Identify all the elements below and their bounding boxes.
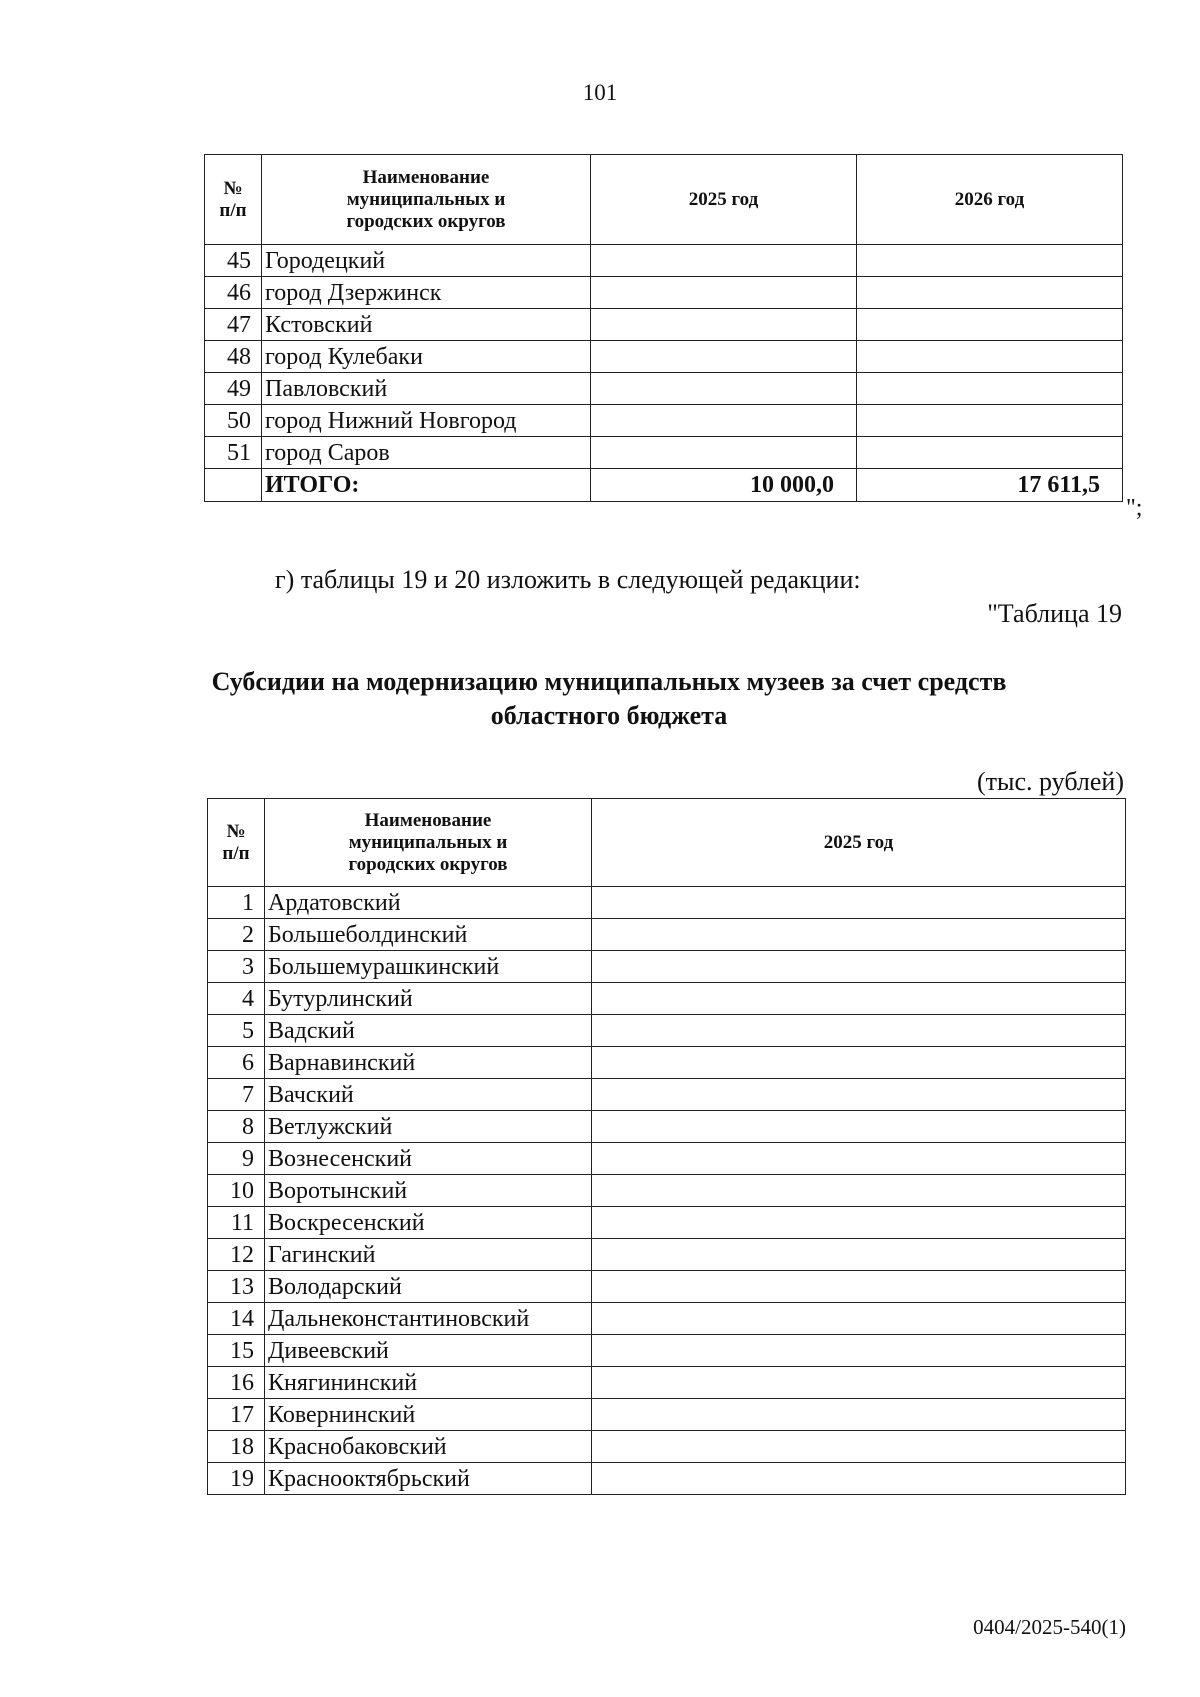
row-number: 7: [208, 1079, 265, 1111]
value-2025-cell: [591, 341, 857, 373]
municipality-name: Краснооктябрьский: [265, 1463, 592, 1495]
table-continuation: [204, 154, 1123, 502]
value-2025-cell: [592, 1143, 1126, 1175]
row-number: 12: [208, 1239, 265, 1271]
value-2025-cell: [592, 1399, 1126, 1431]
value-2025-cell: [592, 887, 1126, 919]
table-row: [208, 1431, 1126, 1463]
value-2025-cell: [591, 437, 857, 469]
value-2025-cell: [592, 1367, 1126, 1399]
table-row: [205, 309, 1123, 341]
value-2026-cell: [857, 245, 1123, 277]
table-row: [208, 1207, 1126, 1239]
municipality-name: Ардатовский: [265, 887, 592, 919]
table-row: [205, 341, 1123, 373]
municipality-name: Гагинский: [265, 1239, 592, 1271]
value-2026-cell: [857, 309, 1123, 341]
value-2025-cell: [592, 1047, 1126, 1079]
value-2025-cell: [592, 951, 1126, 983]
header-2025: 2025 год: [591, 155, 857, 245]
table-row: [205, 277, 1123, 309]
table-row: [208, 887, 1126, 919]
municipality-name: Дальнеконстантиновский: [265, 1303, 592, 1335]
table-row: [208, 1271, 1126, 1303]
municipality-name: Вачский: [265, 1079, 592, 1111]
value-2025-cell: [592, 1015, 1126, 1047]
municipality-name: Вознесенский: [265, 1143, 592, 1175]
value-2025-cell: [592, 1239, 1126, 1271]
value-2025-cell: [592, 1207, 1126, 1239]
row-number: 11: [208, 1207, 265, 1239]
value-2025-cell: [592, 1431, 1126, 1463]
header-name: Наименование муниципальных и городских округов: [262, 155, 591, 245]
table-row: [208, 1047, 1126, 1079]
table-row: [205, 437, 1123, 469]
table-19: [207, 798, 1126, 1495]
table-label: "Таблица 19: [987, 599, 1122, 628]
value-2025-cell: [592, 1111, 1126, 1143]
municipality-name: Дивеевский: [265, 1335, 592, 1367]
row-number: 16: [208, 1367, 265, 1399]
total-num-cell: [205, 469, 262, 502]
row-number: 13: [208, 1271, 265, 1303]
row-number: 4: [208, 983, 265, 1015]
value-2025-cell: [592, 1079, 1126, 1111]
row-number: 51: [205, 437, 262, 469]
table-row: [208, 1303, 1126, 1335]
table-row: [208, 1175, 1126, 1207]
value-2025-cell: [592, 919, 1126, 951]
table-body: [205, 245, 1123, 469]
row-number: 49: [205, 373, 262, 405]
table-row: [208, 951, 1126, 983]
row-number: 47: [205, 309, 262, 341]
row-number: 8: [208, 1111, 265, 1143]
municipality-name: Большемурашкинский: [265, 951, 592, 983]
total-2025: 10 000,0: [591, 469, 857, 502]
row-number: 46: [205, 277, 262, 309]
row-number: 17: [208, 1399, 265, 1431]
municipality-name: Павловский: [262, 373, 591, 405]
header-name: Наименование муниципальных и городских округов: [265, 799, 592, 887]
municipality-name: Вадский: [265, 1015, 592, 1047]
row-number: 19: [208, 1463, 265, 1495]
value-2025-cell: [591, 277, 857, 309]
table-row: [205, 245, 1123, 277]
value-2025-cell: [591, 373, 857, 405]
value-2025-cell: [591, 245, 857, 277]
row-number: 45: [205, 245, 262, 277]
value-2026-cell: [857, 437, 1123, 469]
value-2025-cell: [592, 1463, 1126, 1495]
municipality-name: город Саров: [262, 437, 591, 469]
value-2025-cell: [591, 405, 857, 437]
value-2026-cell: [857, 405, 1123, 437]
table-title: Субсидии на модернизацию муниципальных музеев за счет средств областного бюджета: [211, 667, 1007, 730]
table-row: [208, 1463, 1126, 1495]
value-2026-cell: [857, 341, 1123, 373]
municipality-name: Варнавинский: [265, 1047, 592, 1079]
document-code: 0404/2025-540(1): [973, 1615, 1126, 1639]
row-number: 5: [208, 1015, 265, 1047]
municipality-name: город Дзержинск: [262, 277, 591, 309]
row-number: 18: [208, 1431, 265, 1463]
row-number: 2: [208, 919, 265, 951]
total-2026: 17 611,5: [857, 469, 1123, 502]
table-row: [208, 1239, 1126, 1271]
municipality-name: город Кулебаки: [262, 341, 591, 373]
value-2025-cell: [591, 309, 857, 341]
municipality-name: Бутурлинский: [265, 983, 592, 1015]
row-number: 10: [208, 1175, 265, 1207]
closing-quote: ";: [1126, 495, 1143, 521]
row-number: 3: [208, 951, 265, 983]
municipality-name: Воротынский: [265, 1175, 592, 1207]
header-2025: 2025 год: [592, 799, 1126, 887]
municipality-name: Большеболдинский: [265, 919, 592, 951]
units-label: (тыс. рублей): [976, 767, 1124, 796]
table-row: [208, 1079, 1126, 1111]
municipality-name: Воскресенский: [265, 1207, 592, 1239]
table-row: [208, 1015, 1126, 1047]
municipality-name: Краснобаковский: [265, 1431, 592, 1463]
value-2025-cell: [592, 983, 1126, 1015]
header-num: № п/п: [205, 155, 262, 245]
table-body: [208, 887, 1126, 1495]
table-row: [208, 983, 1126, 1015]
municipality-name: Городецкий: [262, 245, 591, 277]
row-number: 50: [205, 405, 262, 437]
value-2025-cell: [592, 1303, 1126, 1335]
value-2025-cell: [592, 1271, 1126, 1303]
row-number: 9: [208, 1143, 265, 1175]
table-row: [208, 1111, 1126, 1143]
row-number: 1: [208, 887, 265, 919]
header-2026: 2026 год: [857, 155, 1123, 245]
table-row: [208, 1143, 1126, 1175]
municipality-name: Кстовский: [262, 309, 591, 341]
value-2026-cell: [857, 373, 1123, 405]
row-number: 14: [208, 1303, 265, 1335]
row-number: 15: [208, 1335, 265, 1367]
municipality-name: Ветлужский: [265, 1111, 592, 1143]
row-number: 48: [205, 341, 262, 373]
table-row: [208, 1399, 1126, 1431]
row-number: 6: [208, 1047, 265, 1079]
value-2025-cell: [592, 1175, 1126, 1207]
page-number: 101: [582, 80, 618, 105]
header-num: № п/п: [208, 799, 265, 887]
instruction-text: г) таблицы 19 и 20 изложить в следующей редакции:: [275, 565, 861, 594]
table-row: [205, 373, 1123, 405]
table-row: [208, 919, 1126, 951]
table-row: [205, 405, 1123, 437]
table-row: [208, 1367, 1126, 1399]
value-2025-cell: [592, 1335, 1126, 1367]
municipality-name: Ковернинский: [265, 1399, 592, 1431]
total-label: ИТОГО:: [262, 469, 591, 502]
municipality-name: город Нижний Новгород: [262, 405, 591, 437]
value-2026-cell: [857, 277, 1123, 309]
municipality-name: Володарский: [265, 1271, 592, 1303]
total-row: [205, 469, 1123, 502]
municipality-name: Княгининский: [265, 1367, 592, 1399]
table-row: [208, 1335, 1126, 1367]
